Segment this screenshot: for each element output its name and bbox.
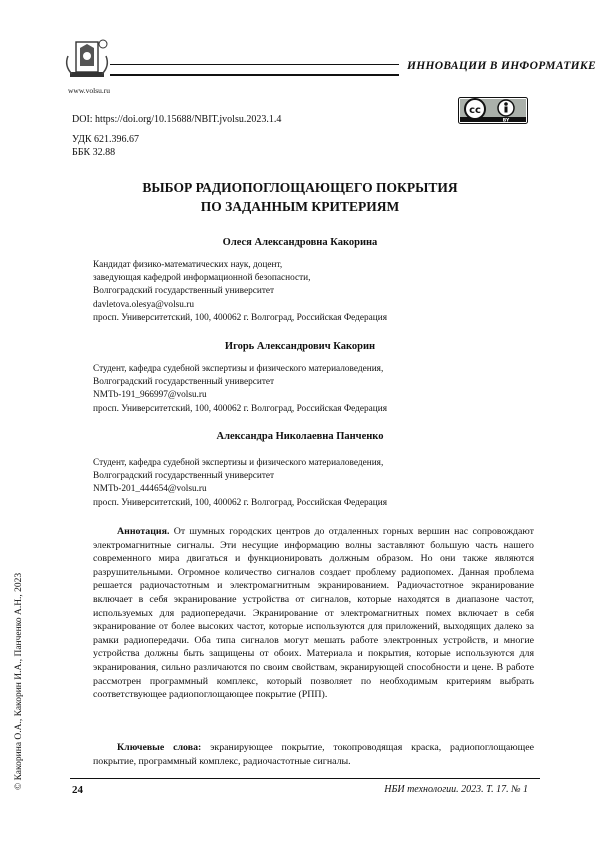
abstract-text: От шумных городских центров до отдаленных горных вершин нас сопровождают электромагнитные сигналы. Эти несущие информацию волны заставляют большую часть нашего современного мира двигаться и функционировать должным образом. Но они также являются разрушительными. Огромное количество сигналов создает проблему радиопомех. Данная проблема решается радиочастотным и электромагнитным экранированием. Радиочастотное экранирование включает в себя экранирование устройства от сигналов, которые находятся в диапазоне частот, используемых для радиопередачи. Экранирование от электромагнитных помех включает в себя экранирование от более высоких частот, которые используются для приложений, выходящих далеко за рамки радиопередачи. Оба типа сигналов могут мешать работе электронных устройств, и многие устройства должны быть защищены от обоих. Материала и покрытия, которые используются для экранирования, сильно различаются по своим свойствам, экранирующей способности и цене. В работе рассмотрен программный комплекс, который позволяет по необходимым критериям выбрать соответствующее радиопоглощающее покрытие (РПП). <box>93 526 534 701</box>
affiliation-address: просп. Университетский, 100, 400062 г. Волгоград, Российская Федерация <box>93 312 388 323</box>
svg-text:cc: cc <box>469 105 481 116</box>
affiliation-line: Волгоградский государственный университет <box>93 286 275 297</box>
keywords <box>93 741 534 768</box>
page-number: 24 <box>72 784 83 796</box>
author-email: NMTb-191_966997@volsu.ru <box>93 390 207 401</box>
author-affiliation <box>93 259 533 325</box>
author-name: Александра Николаевна Панченко <box>216 431 384 442</box>
author-email: davletova.olesya@volsu.ru <box>93 299 194 310</box>
footer-rule <box>70 778 540 779</box>
keywords-text: экранирующее покрытие, токопроводящая краска, радиопоглощающее покрытие, программный комплекс, радиочастотные сигналы. <box>93 742 534 767</box>
affiliation-address: просп. Университетский, 100, 400062 г. Волгоград, Российская Федерация <box>93 403 388 414</box>
author-affiliation <box>93 363 533 416</box>
bbk-code: ББК 32.88 <box>72 147 116 158</box>
footer-journal-citation: НБИ технологии. 2023. Т. 17. № 1 <box>384 784 528 795</box>
author-affiliation <box>93 457 533 510</box>
affiliation-address: просп. Университетский, 100, 400062 г. Волгоград, Российская Федерация <box>93 497 388 508</box>
affiliation-line: Студент, кафедра судебной экспертизы и физического материаловедения, <box>93 458 384 468</box>
affiliation-line: Кандидат физико-математических наук, доцент, <box>93 260 283 270</box>
author-name: Игорь Александрович Какорин <box>224 341 376 352</box>
affiliation-line: Волгоградский государственный университет <box>93 471 275 482</box>
university-logo-icon <box>62 36 112 84</box>
affiliation-line: заведующая кафедрой информационной безопасности, <box>93 273 311 284</box>
affiliation-line: Волгоградский государственный университет <box>93 377 275 388</box>
doi-line: DOI: https://doi.org/10.15688/NBIT.jvolsu.2023.1.4 <box>72 114 282 125</box>
cc-by-license-icon <box>458 97 528 124</box>
article-title <box>70 178 530 216</box>
copyright-notice: © Какорина О.А., Какорин И.А., Панченко А.Н., 2023 <box>14 572 24 790</box>
abstract-label: Аннотация. <box>117 526 170 537</box>
svg-text:BY: BY <box>502 118 510 124</box>
affiliation-line: Студент, кафедра судебной экспертизы и физического материаловедения, <box>93 364 384 374</box>
logo-url: www.volsu.ru <box>67 86 110 95</box>
abstract <box>93 525 534 702</box>
title-line-1: ВЫБОР РАДИОПОГЛОЩАЮЩЕГО ПОКРЫТИЯ <box>142 180 458 195</box>
udk-code: УДК 621.396.67 <box>72 134 140 145</box>
author-email: NMTb-201_444654@volsu.ru <box>93 484 207 495</box>
journal-section-title: ИННОВАЦИИ В ИНФОРМАТИКЕ <box>399 54 600 78</box>
keywords-label: Ключевые слова: <box>117 742 202 753</box>
classification <box>72 133 139 159</box>
title-line-2: ПО ЗАДАННЫМ КРИТЕРИЯМ <box>200 199 400 214</box>
author-name: Олеся Александровна Какорина <box>222 237 378 248</box>
